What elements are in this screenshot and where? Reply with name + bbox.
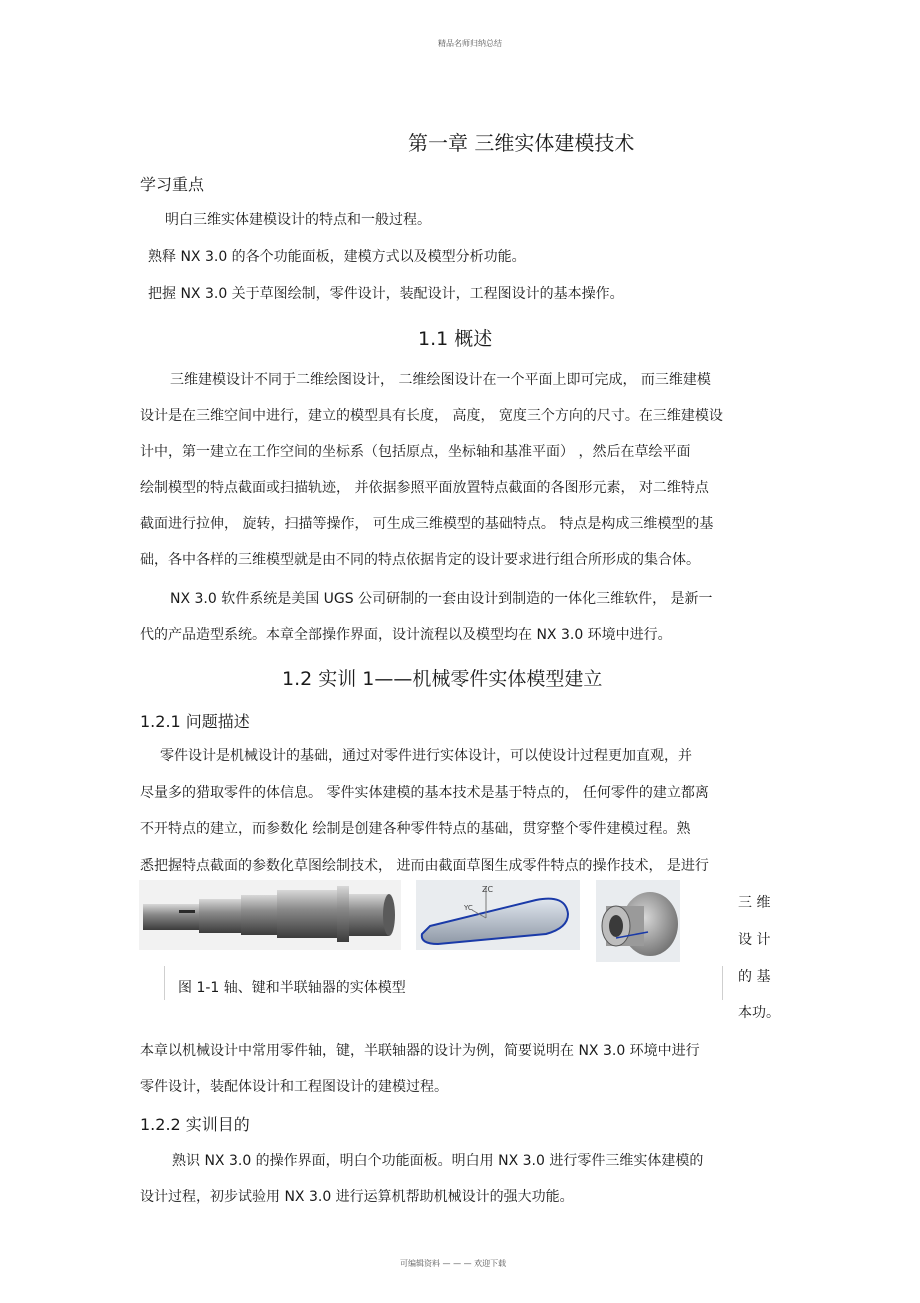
page-footer: 可编辑资料 — — — 欢迎下载 [400, 1259, 507, 1268]
para-1-1-line: 础，各中各样的三维模型就是由不同的特点依据肯定的设计要求进行组合所形成的集合体。 [140, 552, 700, 568]
para-1-1-line: 三维建模设计不同于二维绘图设计， 二维绘图设计在一个平面上即可完成， 而三维建模 [170, 372, 711, 388]
para-1-2-1-line: 悉把握特点截面的参数化草图绘制技术， 进而由截面草图生成零件特点的操作技术， 是进行 [140, 858, 709, 874]
key-model-image [416, 880, 580, 950]
section-1-2-1-title: 1.2.1 问题描述 [140, 712, 250, 731]
chapter-title: 第一章 三维实体建模技术 [408, 131, 635, 155]
study-point-2: 熟释 NX 3.0 的各个功能面板，建模方式以及模型分析功能。 [148, 249, 526, 265]
para-1-1-line: 绘制模型的特点截面或扫描轨迹， 并依据参照平面放置特点截面的各图形元素， 对二维特点 [140, 480, 709, 496]
para-1-2-2-line: 熟识 NX 3.0 的操作界面，明白个功能面板。明白用 NX 3.0 进行零件三维实体建模的 [172, 1153, 704, 1169]
side-text: 三 维 [738, 895, 771, 911]
figure-caption: 图 1-1 轴、键和半联轴器的实体模型 [178, 980, 406, 996]
study-points-heading: 学习重点 [140, 175, 205, 194]
section-1-2-title: 1.2 实训 1——机械零件实体模型建立 [282, 668, 603, 690]
study-point-1: 明白三维实体建模设计的特点和一般过程。 [165, 212, 431, 228]
para-1-1-line: 设计是在三维空间中进行，建立的模型具有长度， 高度， 宽度三个方向的尺寸。在三维建模设 [140, 408, 723, 424]
side-text: 的 基 [738, 969, 771, 985]
side-text: 设 计 [738, 932, 771, 948]
shaft-model-image [139, 880, 401, 950]
para-1-2-1-after: 本章以机械设计中常用零件轴，键，半联轴器的设计为例，简要说明在 NX 3.0 环境中进行 [140, 1043, 700, 1059]
para-1-2-1-line: 零件设计是机械设计的基础，通过对零件进行实体设计，可以使设计过程更加直观，并 [160, 748, 692, 764]
para-1-1-line: 计中，第一建立在工作空间的坐标系（包括原点，坐标轴和基准平面） ，然后在草绘平面 [140, 444, 691, 460]
para-1-1-line: NX 3.0 软件系统是美国 UGS 公司研制的一套由设计到制造的一体化三维软件， 是新一 [170, 591, 713, 607]
para-1-2-1-after: 零件设计，装配体设计和工程图设计的建模过程。 [140, 1079, 448, 1095]
coupling-model-image [596, 880, 680, 962]
study-point-3: 把握 NX 3.0 关于草图绘制，零件设计，装配设计，工程图设计的基本操作。 [148, 286, 624, 302]
yc-axis-label: YC [464, 904, 473, 912]
para-1-2-2-line: 设计过程，初步试验用 NX 3.0 进行运算机帮助机械设计的强大功能。 [140, 1189, 574, 1205]
zc-axis-label: ZC [482, 885, 494, 894]
side-text: 本功。 [738, 1005, 780, 1021]
para-1-1-line: 代的产品造型系统。本章全部操作界面，设计流程以及模型均在 NX 3.0 环境中进行。 [140, 627, 672, 643]
para-1-1-line: 截面进行拉伸， 旋转，扫描等操作， 可生成三维模型的基础特点。 特点是构成三维模型的基 [140, 516, 714, 532]
para-1-2-1-line: 不开特点的建立，而参数化 绘制是创建各种零件特点的基础，贯穿整个零件建模过程。熟 [140, 821, 691, 837]
page-header: 精品名师归纳总结 [438, 39, 502, 48]
section-1-1-title: 1.1 概述 [418, 328, 493, 350]
para-1-2-1-line: 尽量多的猎取零件的体信息。 零件实体建模的基本技术是基于特点的， 任何零件的建立都离 [140, 785, 709, 801]
section-1-2-2-title: 1.2.2 实训目的 [140, 1115, 250, 1134]
